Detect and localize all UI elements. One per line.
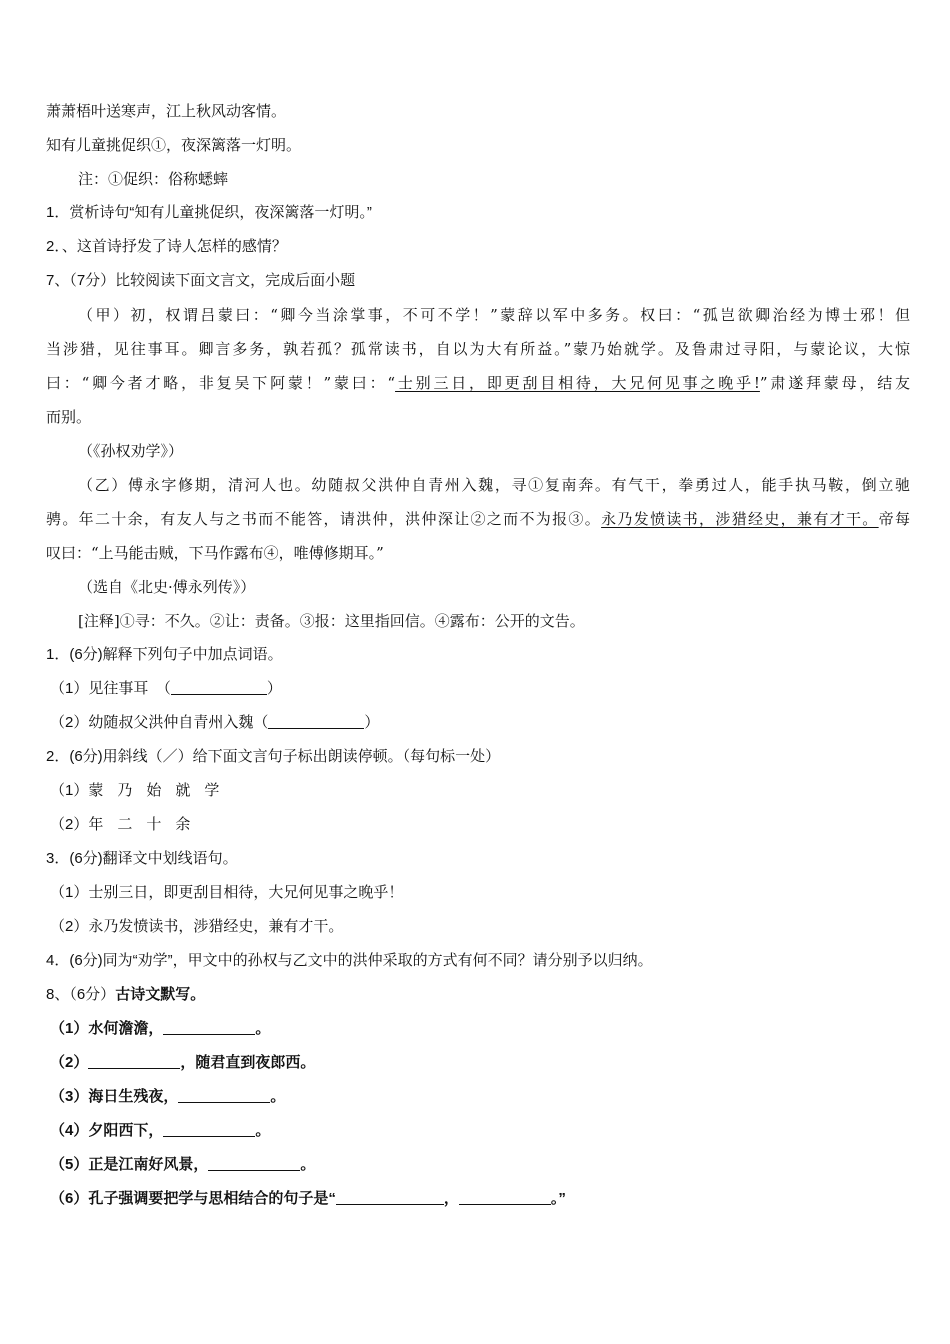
answer-blank[interactable] [163,1122,255,1137]
q7-sub1-item-b: （2）幼随叔父洪仲自青州入魏（ ） [50,714,380,731]
q7-sub2-title: 2．(6分)用斜线（／）给下面文言句子标出朗读停顿。（每句标一处） [46,748,501,765]
answer-blank[interactable] [336,1190,444,1205]
q8-item-6: （6）孔子强调要把学与思相结合的句子是“ ， 。” [50,1190,566,1207]
answer-blank[interactable] [163,1020,255,1035]
answer-blank[interactable] [171,680,267,695]
jia-underlined-sentence: 士别三日，即更刮目相待，大兄何见事之晚乎! [395,374,760,392]
answer-blank[interactable] [268,714,364,729]
q7-sub4-title: 4．(6分)同为“劝学”，甲文中的孙权与乙文中的洪仲采取的方式有何不同？请分别予以归纳。 [46,952,653,969]
q8-item-5: （5）正是江南好风景， 。 [50,1156,316,1173]
yi-line-2-start: 骋。年二十余，有友人与之书而不能答，请洪仲，洪仲深让②之而不为报③。 [46,510,602,528]
answer-blank[interactable] [208,1156,300,1171]
answer-blank[interactable] [459,1190,551,1205]
poem-question-2: 2．、这首诗抒发了诗人怎样的感情？ [46,238,287,255]
q8-item-4: （4）夕阳西下， 。 [50,1122,271,1139]
q7-sub3-item-b: （2）永乃发愤读书，涉猎经史，兼有才干。 [50,918,344,935]
q7-sub2-item-a: （1）蒙乃始就学 [50,782,234,799]
q8-header: 8、（6分）古诗文默写。 [46,986,206,1003]
jia-line-3-end: ”肃遂拜蒙母，结友 [759,374,911,392]
jia-line-3 [46,373,910,393]
yi-source: （选自《北史·傅永列传》） [78,578,256,596]
q7-sub3-item-a: （1）士别三日，即更刮目相待，大兄何见事之晚乎！ [50,884,404,901]
answer-blank[interactable] [88,1054,180,1069]
q7-sub3-title: 3．(6分)翻译文中划线语句。 [46,850,238,867]
yi-line-2 [46,509,910,529]
answer-blank[interactable] [178,1088,270,1103]
poem-line-2: 知有儿童挑促织①，夜深篱落一灯明。 [46,136,302,154]
yi-line-1: （乙）傅永字修期，清河人也。幼随叔父洪仲自青州入魏，寻①复南奔。有气干，拳勇过人，能手执马鞍，倒立驰 [78,476,910,494]
poem-question-1: 1．赏析诗句“知有儿童挑促织，夜深篱落一灯明。” [46,204,372,221]
q8-item-3: （3）海日生残夜， 。 [50,1088,286,1105]
jia-line-1: （甲）初，权谓吕蒙曰：“卿今当涂掌事，不可不学！”蒙辞以军中多务。权曰：“孤岂欲卿治经为博士邪！但 [78,306,910,324]
yi-line-3: 叹曰：“上马能击贼，下马作露布④，唯傅修期耳。” [46,544,384,562]
jia-line-4: 而别。 [46,408,92,426]
q7-header: 7、（7分）比较阅读下面文言文，完成后面小题 [46,272,356,289]
q7-sub1-title: 1．(6分)解释下列句子中加点词语。 [46,646,283,663]
jia-line-3-start: 曰：“卿今者才略，非复吴下阿蒙！”蒙曰：“ [46,374,396,392]
q7-sub1-item-a: （1）见往事耳 （ ） [50,680,282,697]
poem-note: 注：①促织：俗称蟋蟀 [78,170,229,188]
q7-sub2-item-b: （2）年二十余 [50,816,205,833]
jia-line-2: 当涉猎，见往事耳。卿言多务，孰若孤？孤常读书，自以为大有所益。”蒙乃始就学。及鲁肃过寻阳，与蒙论议，大惊 [46,340,910,358]
yi-underlined-sentence: 永乃发愤读书，涉猎经史，兼有才干。 [601,510,879,528]
yi-line-2-end: 帝每 [878,510,910,528]
jia-source: （《孙权劝学》） [78,442,184,460]
q8-item-1: （1）水何澹澹， 。 [50,1020,271,1037]
q8-item-2: （2） ，随君直到夜郎西。 [50,1054,316,1071]
poem-line-1: 萧萧梧叶送寒声，江上秋风动客情。 [46,102,287,120]
yi-notes: [注释]①寻：不久。②让：责备。③报：这里指回信。④露布：公开的文告。 [78,612,585,630]
